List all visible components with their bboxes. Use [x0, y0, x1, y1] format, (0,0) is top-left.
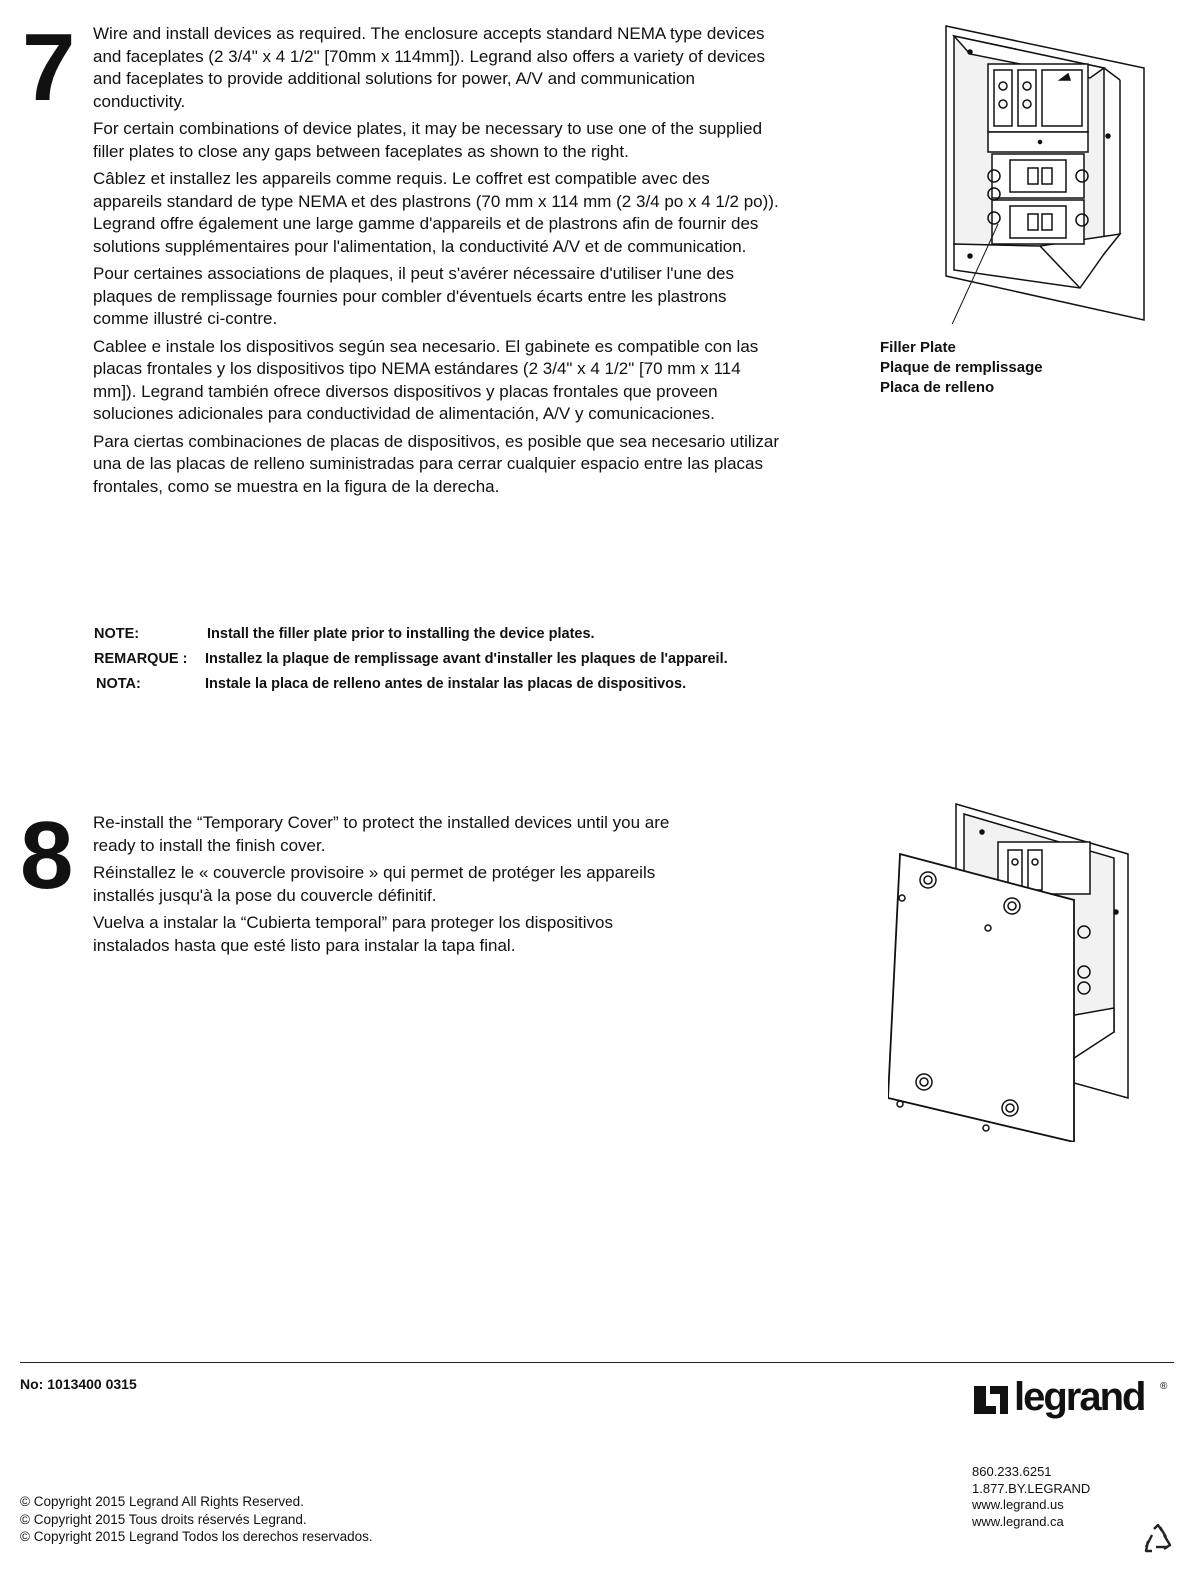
callout-es: Placa de relleno — [880, 379, 995, 396]
logo-wordmark: legrand — [1014, 1375, 1145, 1419]
step-7-number: 7 — [22, 14, 76, 121]
legrand-mark-icon — [972, 1384, 1010, 1416]
note-label: NOTA: — [96, 676, 141, 692]
filler-plate-callout — [880, 338, 1043, 398]
step-8-instructions — [93, 812, 693, 962]
note-text: Install the filler plate prior to installing the device plates. — [207, 626, 595, 642]
contact-info — [972, 1464, 1090, 1530]
step-8-paragraph-fr: Réinstallez le « couvercle provisoire » qui permet de protéger les appareils installés jusqu'à la pose du couvercle définitif. — [93, 863, 656, 905]
step-7-paragraph-en-2: For certain combinations of device plates, it may be necessary to use one of the supplied filler plates to close any gaps between faceplates as shown to the right. — [93, 119, 763, 161]
temporary-cover-illustration — [888, 802, 1138, 1142]
enclosure-devices-illustration — [930, 24, 1152, 324]
callout-fr: Plaque de remplissage — [880, 359, 1043, 376]
note-label: NOTE: — [94, 626, 140, 642]
note-text: Installez la plaque de remplissage avant d'installer les plaques de l'appareil. — [205, 651, 728, 667]
step-7-paragraph-fr-2: Pour certaines associations de plaques, il peut s'avérer nécessaire d'utiliser l'une des plaques de remplissage fournies pour combler d'éventuels écarts entre les plastrons comme illustré ci-contre. — [93, 264, 734, 328]
step-8-number: 8 — [20, 802, 74, 909]
website-ca: www.legrand.ca — [972, 1513, 1064, 1529]
note-text: Instale la placa de relleno antes de instalar las placas de dispositivos. — [205, 676, 687, 692]
website-us: www.legrand.us — [972, 1497, 1064, 1512]
step-8-paragraph-es: Vuelva a instalar la “Cubierta temporal” para proteger los dispositivos instalados hasta que esté listo para instalar la tapa final. — [93, 913, 614, 955]
footer-divider — [20, 1362, 1174, 1363]
step-7-paragraph-en-1: Wire and install devices as required. The enclosure accepts standard NEMA type devices and faceplates (2 3/4" x 4 1/2" [70mm x 114mm]). Legrand also offers a variety of devices and faceplates to provide additional solutions for power, A/V and communication conductivity. — [93, 24, 765, 111]
step-7-paragraph-es-1: Cablee e instale los dispositivos según sea necesario. El gabinete es compatible con las placas frontales y los dispositivos tipo NEMA estándares (2 3/4" x 4 1/2" [70 mm x 114 mm]). Legrand también ofrece diversos dispositivos y placas frontales que proveen soluciones adicionales para conductividad de alimentación, A/V y comunicaciones. — [93, 336, 759, 423]
copyright-en: © Copyright 2015 Legrand All Rights Reserved. — [20, 1494, 304, 1509]
step-8-paragraph-en: Re-install the “Temporary Cover” to protect the installed devices until you are ready to install the finish cover. — [93, 813, 670, 855]
copyright-notice — [20, 1493, 373, 1546]
toll-free-number: 1.877.BY.LEGRAND — [972, 1480, 1091, 1496]
recycle-icon — [1142, 1523, 1174, 1555]
legrand-logo — [972, 1375, 1172, 1428]
step-7-paragraph-es-2: Para ciertas combinaciones de placas de dispositivos, es posible que sea necesario utilizar una de las placas de relleno suministradas para cerrar cualquier espacio entre las placas frontales, como se muestra en la figura de la derecha. — [93, 431, 780, 496]
callout-en: Filler Plate — [880, 339, 956, 356]
registered-mark: ® — [1160, 1381, 1168, 1392]
copyright-es: © Copyright 2015 Legrand Todos los derechos reservados. — [20, 1529, 373, 1544]
step-7-paragraph-fr-1: Câblez et installez les appareils comme requis. Le coffret est compatible avec des appareils standard de type NEMA et des plastrons (70 mm x 114 mm (2 3/4 po x 4 1/2 po)). Legrand offre également une large gamme d'appareils et de plastrons afin de fournir des solutions supplémentaires pour l'alimentation, la conductivité A/V et de communication. — [93, 169, 779, 256]
copyright-fr: © Copyright 2015 Tous droits réservés Legrand. — [20, 1511, 307, 1527]
phone-number: 860.233.6251 — [972, 1464, 1052, 1479]
note-label: REMARQUE : — [94, 651, 188, 667]
step-7-instructions — [93, 23, 783, 503]
document-number: No: 1013400 0315 — [20, 1376, 137, 1392]
